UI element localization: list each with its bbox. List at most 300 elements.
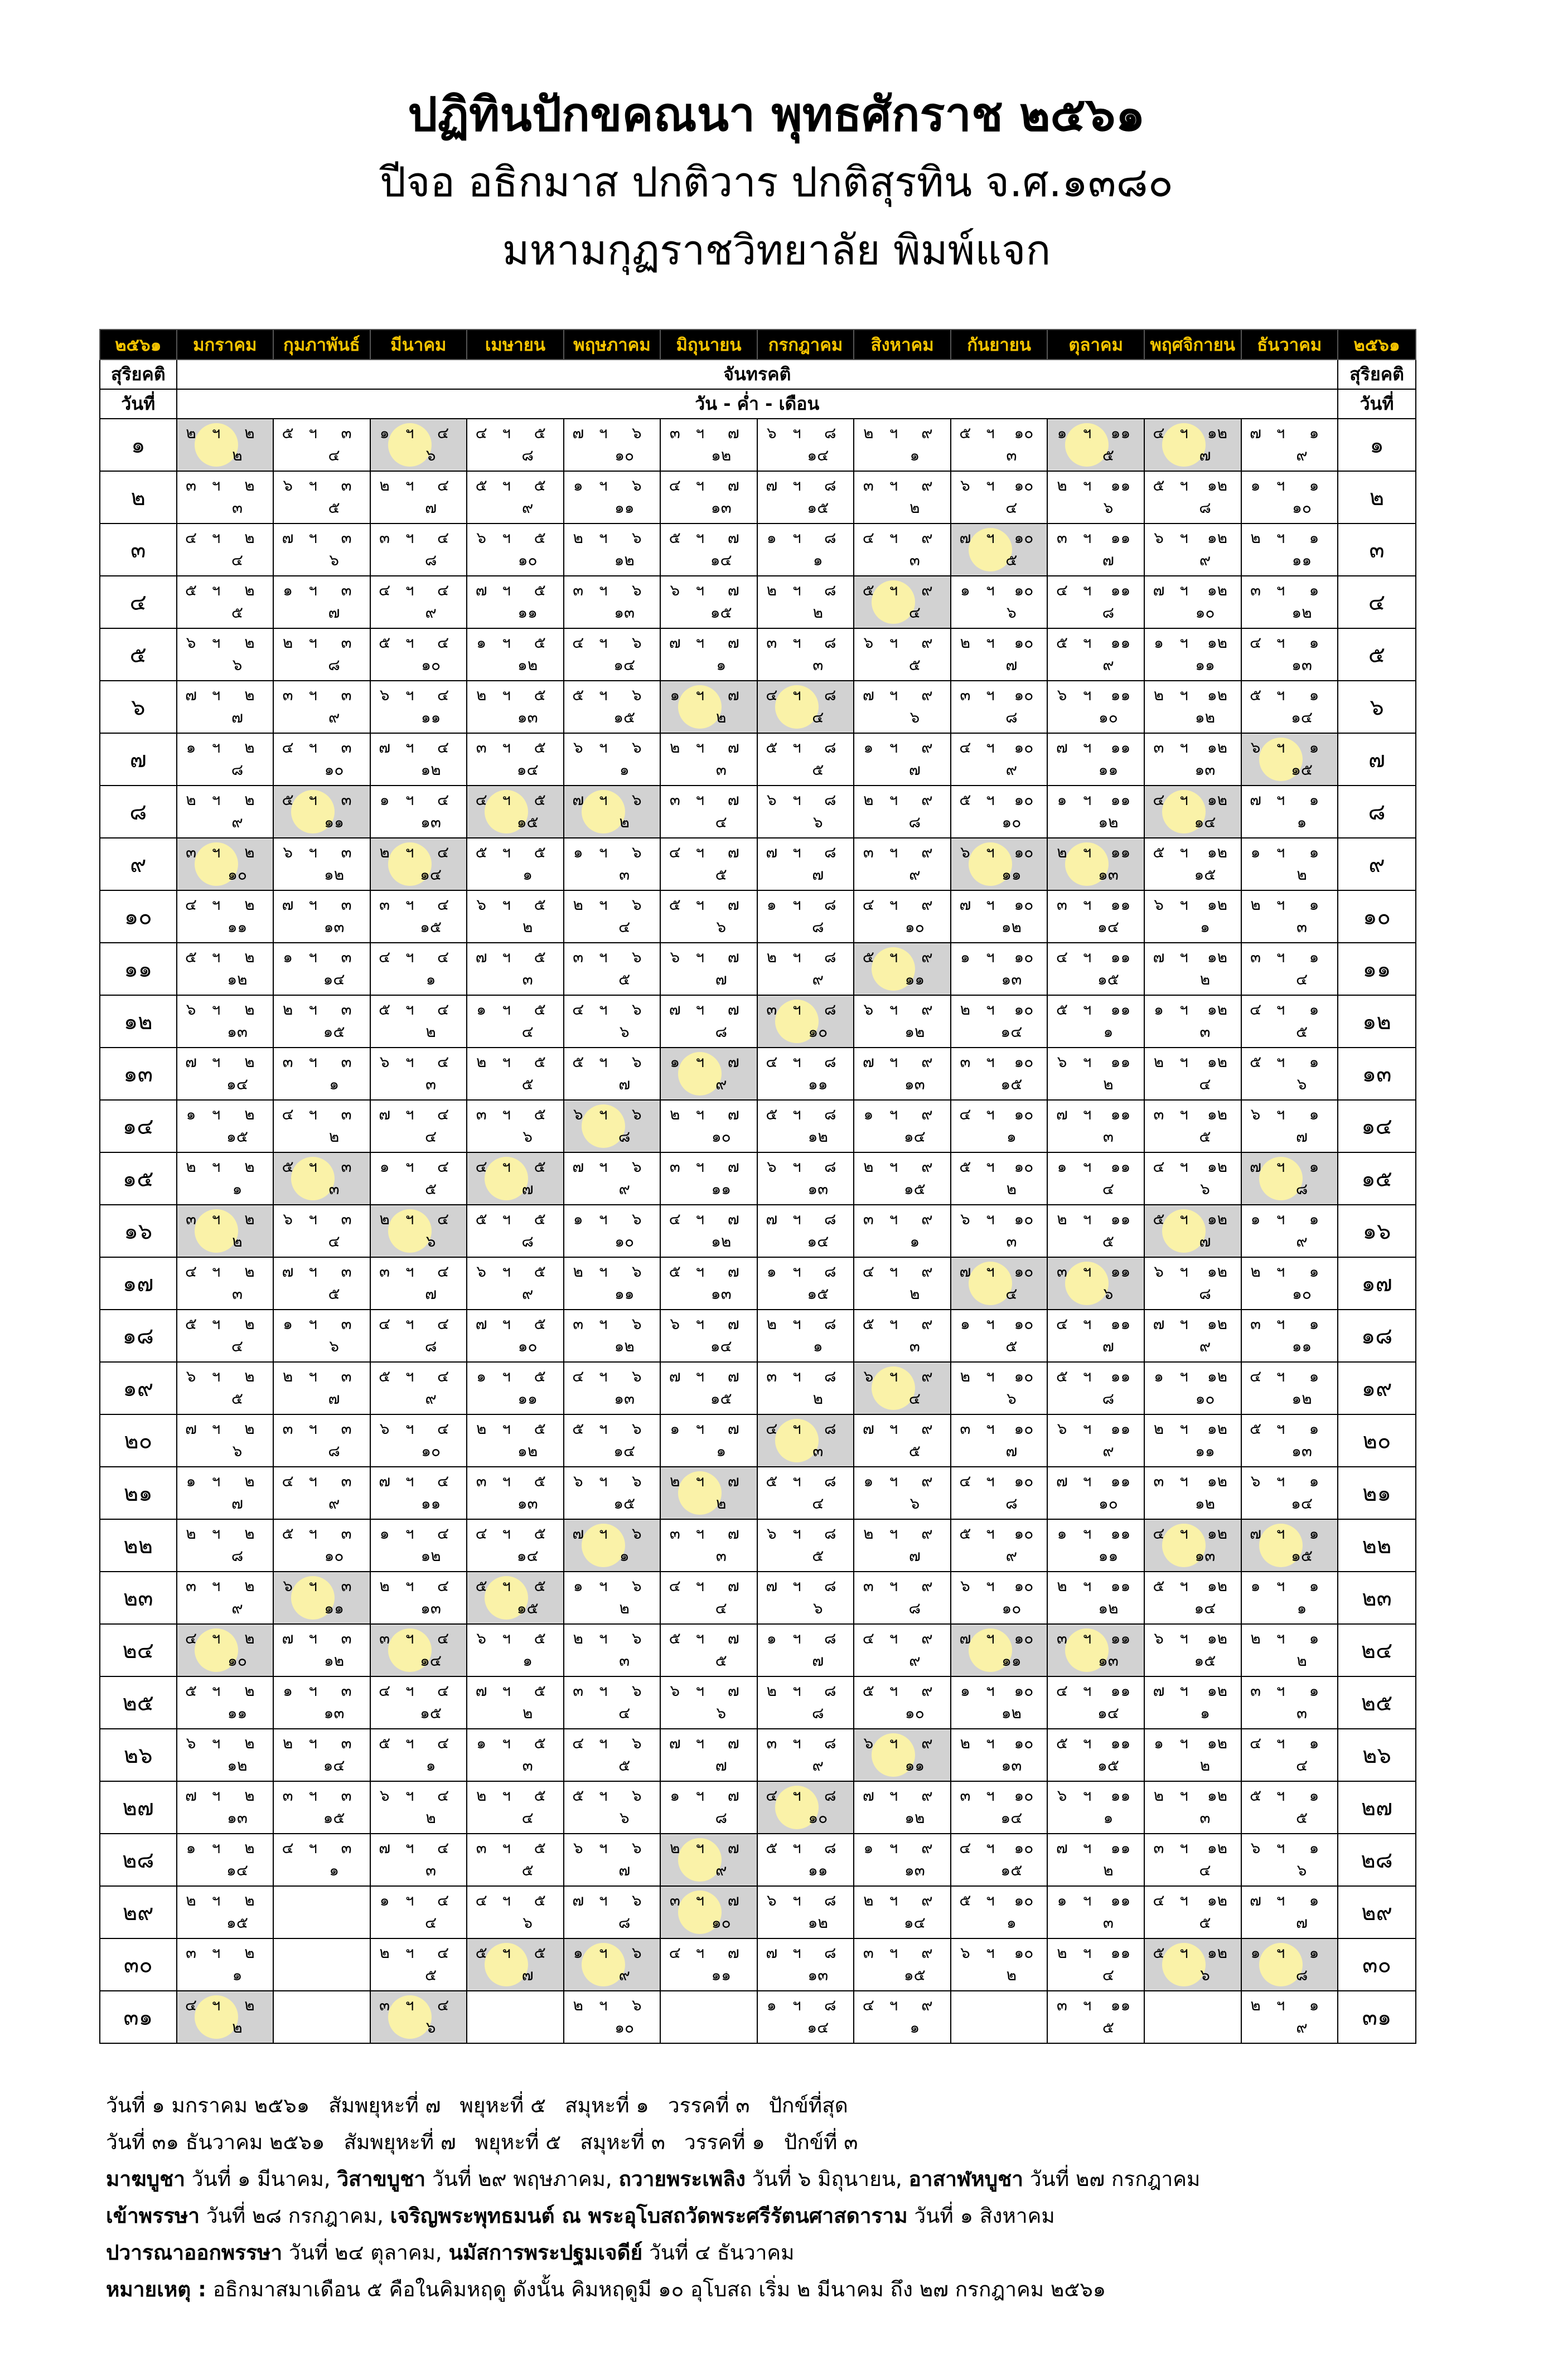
weekday-mark: ๓ [669,424,680,442]
lunar-day-mark: ๑๓ [904,1861,925,1879]
separator-mark: ฯ [695,843,705,861]
separator-mark: ฯ [889,581,898,599]
separator-mark: ฯ [986,1839,995,1857]
calendar-cell [370,419,467,471]
lunar-day-mark: ๗ [1199,1232,1211,1250]
calendar-cell [370,1676,467,1729]
lunar-day-mark: ๑๑ [420,1494,441,1513]
lunar-month-mark: ๘ [824,1577,836,1595]
lunar-month-mark: ๒ [244,529,255,547]
lunar-month-mark: ๗ [727,738,739,757]
calendar-cell [951,786,1048,838]
weekday-mark: ๔ [959,1839,971,1857]
weekday-mark: ๕ [475,476,487,495]
lunar-month-mark: ๑๒ [1207,1472,1228,1490]
calendar-cell [660,576,757,628]
lunar-day-mark: ๑๑ [1098,1547,1119,1565]
calendar-cell [757,1048,854,1100]
lunar-month-mark: ๕ [534,1157,546,1176]
lunar-month-mark: ๑๐ [1014,1262,1034,1281]
calendar-cell [1144,838,1241,890]
separator-mark: ฯ [695,1891,705,1909]
lunar-day-mark: ๙ [231,813,243,831]
page-subtitle: ปีจอ อธิกมาส ปกติวาร ปกติสุรทิน จ.ศ.๑๓๘๐ [380,158,1173,206]
separator-mark: ฯ [792,1629,801,1647]
weekday-mark: ๖ [1154,1629,1164,1647]
calendar-cell [854,890,951,943]
lunar-month-mark: ๒ [244,581,255,599]
lunar-month-mark: ๘ [824,1367,836,1385]
weekday-mark: ๗ [766,1210,778,1228]
lunar-day-mark: ๑ [909,1232,920,1250]
lunar-day-mark: ๓ [715,1547,727,1565]
weekday-mark: ๗ [185,1053,197,1071]
lunar-month-mark: ๑๐ [1014,791,1034,809]
separator-mark: ฯ [889,1210,898,1228]
lunar-month-mark: ๕ [534,1943,546,1962]
weekday-mark: ๓ [476,1105,487,1123]
calendar-cell [1047,1152,1144,1205]
calendar-cell [1241,1257,1338,1310]
weekday-mark: ๒ [1057,476,1067,495]
lunar-day-mark: ๗ [1005,1442,1018,1460]
lunar-month-mark: ๓ [341,791,352,809]
separator-mark: ฯ [889,1157,898,1176]
lunar-month-mark: ๙ [921,1472,933,1490]
lunar-month-mark: ๖ [631,791,642,809]
calendar-cell [1047,1205,1144,1257]
separator-mark: ฯ [986,791,995,809]
separator-mark: ฯ [211,1053,221,1071]
lunar-month-mark: ๒ [244,1053,255,1071]
lunar-day-mark: ๘ [328,656,340,674]
weekday-mark: ๓ [1250,948,1261,966]
separator-mark: ฯ [986,686,995,704]
lunar-month-mark: ๑๑ [1110,1419,1131,1438]
calendar-cell [1144,1048,1241,1100]
lunar-day-mark: ๙ [1296,446,1308,464]
separator-mark: ฯ [792,895,801,914]
day-number-right: ๔ [1338,576,1416,628]
weekday-mark: ๒ [960,1734,971,1752]
note-year-start [106,2087,1455,2124]
separator-mark: ฯ [695,948,705,966]
lunar-day-mark: ๑๔ [903,1127,926,1146]
lunar-day-mark: ๑๐ [808,1022,828,1041]
lunar-month-mark: ๙ [921,1419,933,1438]
lunar-month-mark: ๑๐ [1014,1734,1034,1752]
calendar-cell [854,1205,951,1257]
lunar-day-mark: ๘ [521,446,534,464]
lunar-month-mark: ๓ [341,948,352,966]
lunar-month-mark: ๓ [341,738,352,757]
separator-mark: ฯ [308,1786,317,1805]
calendar-cell [757,995,854,1048]
calendar-cell [1047,1572,1144,1624]
calendar-cell [951,1834,1048,1886]
lunar-day-mark: ๗ [908,1547,921,1565]
weekday-mark: ๑ [1250,1210,1261,1228]
weekday-lunarday-month-label: วัน - ค่ำ - เดือน [177,389,1338,419]
separator-mark: ฯ [405,1629,414,1647]
day-row [100,943,1416,995]
calendar-cell [564,1938,661,1991]
separator-mark: ฯ [986,1419,995,1438]
weekday-mark: ๔ [475,791,487,809]
lunar-day-mark: ๑๔ [613,1442,636,1460]
weekday-mark: ๔ [572,633,584,652]
lunar-month-mark: ๙ [921,1000,933,1019]
calendar-cell [1241,1572,1338,1624]
lunar-month-mark: ๑ [1309,1262,1319,1281]
weekday-mark: ๕ [766,738,778,757]
weekday-mark: ๔ [1056,581,1068,599]
separator-mark: ฯ [1179,1000,1188,1019]
lunar-day-mark: ๔ [425,1913,437,1932]
calendar-cell [273,1572,370,1624]
weekday-mark: ๖ [960,476,970,495]
lunar-month-mark: ๗ [727,686,739,704]
lunar-day-mark: ๑๕ [903,1180,926,1198]
calendar-cell [757,1572,854,1624]
month-header: ตุลาคม [1047,329,1144,360]
lunar-month-mark: ๓ [341,686,352,704]
separator-mark: ฯ [211,1472,221,1490]
calendar-cell [177,1257,274,1310]
calendar-cell [854,1624,951,1676]
weekday-mark: ๑ [960,1315,970,1333]
day-number-left: ๑๔ [100,1100,177,1152]
calendar-cell [757,471,854,523]
day-row [100,523,1416,576]
holiday-line-1 [106,2161,1455,2198]
calendar-cell [467,1048,564,1100]
lunar-day-mark: ๑๒ [1291,1389,1312,1408]
calendar-cell [660,1991,757,2043]
lunar-day-mark: ๕ [1005,551,1018,569]
day-number-left: ๒๘ [100,1834,177,1886]
calendar-cell [467,838,564,890]
lunar-day-mark: ๒ [425,1022,436,1041]
lunar-day-mark: ๑๓ [227,1809,248,1827]
separator-mark: ฯ [1179,1839,1188,1857]
lunar-day-mark: ๑๓ [1001,1756,1022,1775]
separator-mark: ฯ [695,1524,705,1543]
day-row [100,681,1416,733]
calendar-cell [467,1834,564,1886]
weekday-mark: ๕ [185,948,197,966]
lunar-month-mark: ๖ [631,1786,642,1805]
separator-mark: ฯ [1276,738,1285,757]
lunar-day-mark: ๓ [328,1180,340,1198]
weekday-mark: ๓ [573,1681,584,1700]
lunar-month-mark: ๔ [437,1681,449,1700]
lunar-month-mark: ๕ [534,1210,546,1228]
lunar-month-mark: ๑ [1309,1105,1319,1123]
day-number-right: ๓๐ [1338,1938,1416,1991]
lunar-day-mark: ๑๓ [1194,760,1216,779]
lunar-day-mark: ๖ [1103,498,1114,517]
weekday-mark: ๑ [379,1891,390,1909]
weekday-mark: ๔ [185,1262,197,1281]
calendar-cell [1047,838,1144,890]
lunar-month-mark: ๑๒ [1207,581,1228,599]
separator-mark: ฯ [695,581,705,599]
calendar-cell [564,1310,661,1362]
lunar-month-mark: ๘ [824,1996,836,2014]
separator-mark: ฯ [1276,1157,1285,1176]
lunar-month-mark: ๑ [1309,1786,1319,1805]
weekday-mark: ๑ [573,1577,583,1595]
lunar-month-mark: ๑๐ [1014,1786,1034,1805]
separator-mark: ฯ [1179,1210,1188,1228]
day-number-right: ๑๓ [1338,1048,1416,1100]
weekday-mark: ๓ [766,633,777,652]
lunar-month-mark: ๗ [727,843,739,861]
calendar-cell [177,1938,274,1991]
calendar-cell [660,733,757,786]
lunar-month-mark: ๔ [437,1839,449,1857]
weekday-mark: ๒ [863,1524,874,1543]
separator-mark: ฯ [1179,1262,1188,1281]
lunar-day-mark: ๒ [716,708,727,726]
weekday-mark: ๗ [959,1262,971,1281]
lunar-month-mark: ๑ [1309,1157,1319,1176]
lunar-month-mark: ๗ [727,1629,739,1647]
lunar-day-mark: ๘ [1102,1389,1115,1408]
lunar-month-mark: ๑๐ [1014,1367,1034,1385]
weekday-mark: ๓ [379,1629,390,1647]
lunar-month-mark: ๔ [437,1419,449,1438]
calendar-cell [660,1310,757,1362]
weekday-mark: ๔ [1249,633,1262,652]
lunar-month-mark: ๙ [921,843,933,861]
day-number-left: ๑๘ [100,1310,177,1362]
separator-mark: ฯ [308,738,317,757]
lunar-day-mark: ๒ [522,918,533,936]
separator-mark: ฯ [1179,1734,1188,1752]
weekday-mark: ๗ [1056,738,1068,757]
weekday-mark: ๗ [185,1786,197,1805]
day-number-right: ๙ [1338,838,1416,890]
lunar-month-mark: ๑ [1309,1629,1319,1647]
weekday-mark: ๔ [1153,1157,1165,1176]
lunar-day-mark: ๕ [618,970,631,988]
separator-mark: ฯ [695,895,705,914]
lunar-month-mark: ๖ [631,1157,642,1176]
lunar-day-mark: ๑๒ [1194,1494,1216,1513]
note-segment: สมุหะที่ ๓ [580,2130,665,2154]
lunar-month-mark: ๓ [341,1839,352,1857]
weekday-mark: ๕ [475,1577,487,1595]
lunar-day-mark: ๕ [618,1756,631,1775]
lunar-day-mark: ๑๐ [324,1547,344,1565]
weekday-mark: ๒ [670,1839,680,1857]
lunar-month-mark: ๙ [921,1629,933,1647]
calendar-cell [1144,1572,1241,1624]
calendar-cell [1047,523,1144,576]
lunar-day-mark: ๑ [812,551,823,569]
separator-mark: ฯ [1082,1262,1092,1281]
note-segment: พยุหะที่ ๕ [459,2093,546,2117]
lunar-month-mark: ๙ [921,1210,933,1228]
lunar-month-mark: ๒ [244,1891,255,1909]
calendar-cell [177,1781,274,1834]
lunar-day-mark: ๒ [909,1284,920,1303]
separator-mark: ฯ [598,1000,608,1019]
lunar-day-mark: ๑๑ [324,813,344,831]
lunar-day-mark: ๑๓ [517,1494,538,1513]
lunar-day-mark: ๔ [618,1704,631,1722]
day-row [100,1781,1416,1834]
calendar-cell [951,838,1048,890]
lunar-day-mark: ๓ [1199,1022,1211,1041]
lunar-month-mark: ๓ [341,1472,352,1490]
separator-mark: ฯ [211,476,221,495]
lunar-month-mark: ๑ [1309,1891,1319,1909]
weekday-mark: ๓ [669,1891,680,1909]
weekday-mark: ๓ [185,1577,197,1595]
weekday-mark: ๒ [1153,1053,1164,1071]
lunar-month-mark: ๕ [534,686,546,704]
notes-block [106,2087,1455,2308]
lunar-month-mark: ๓ [341,1053,352,1071]
day-number-left: ๒๖ [100,1729,177,1781]
lunar-day-mark: ๑ [619,1547,630,1565]
day-number-left: ๒๓ [100,1572,177,1624]
lunar-day-mark: ๑๓ [1001,970,1022,988]
lunar-day-mark: ๓ [619,865,630,884]
lunar-day-mark: ๔ [1102,1180,1115,1198]
weekday-mark: ๕ [959,1891,971,1909]
day-number-left: ๓ [100,523,177,576]
calendar-cell [660,838,757,890]
lunar-day-mark: ๑๐ [615,446,635,464]
lunar-day-mark: ๑๔ [226,1075,249,1093]
lunar-day-mark: ๑๑ [904,1756,925,1775]
separator-mark: ฯ [695,791,705,809]
lunar-day-mark: ๗ [715,1756,727,1775]
lunar-day-mark: ๑ [329,1861,339,1879]
calendar-cell [1047,890,1144,943]
separator-mark: ฯ [1276,895,1285,914]
weekday-mark: ๑ [766,1262,777,1281]
lunar-day-mark: ๓ [1006,1232,1017,1250]
lunar-day-mark: ๑๓ [420,1599,442,1617]
separator-mark: ฯ [1276,1053,1285,1071]
calendar-cell [660,1362,757,1414]
weekday-mark: ๒ [863,791,874,809]
weekday-mark: ๒ [573,1629,583,1647]
weekday-mark: ๑ [573,1210,583,1228]
calendar-cell [467,733,564,786]
separator-mark: ฯ [308,791,317,809]
separator-mark: ฯ [889,1419,898,1438]
separator-mark: ฯ [405,1943,414,1962]
lunar-day-mark: ๑๑ [1291,551,1312,569]
lunar-day-mark: ๑๒ [711,446,732,464]
lunar-month-mark: ๑๑ [1110,581,1131,599]
column-label-row [100,389,1416,419]
weekday-mark: ๑ [766,1996,777,2014]
lunar-month-mark: ๑๐ [1014,1105,1034,1123]
weekday-mark: ๕ [379,1000,391,1019]
lunar-month-mark: ๑ [1309,1839,1319,1857]
calendar-cell [1144,943,1241,995]
day-number-left: ๑๓ [100,1048,177,1100]
calendar-cell [273,523,370,576]
lunar-month-mark: ๑๒ [1207,1105,1228,1123]
weekday-mark: ๖ [960,843,970,861]
separator-mark: ฯ [1082,1367,1092,1385]
separator-mark: ฯ [308,1629,317,1647]
lunar-day-mark: ๙ [425,603,437,622]
calendar-cell [951,1467,1048,1519]
calendar-cell [467,419,564,471]
note-segment: วันที่ ๑ มกราคม ๒๕๖๑ [106,2093,310,2117]
separator-mark: ฯ [1276,1210,1285,1228]
lunar-month-mark: ๔ [437,1315,449,1333]
separator-mark: ฯ [986,1210,995,1228]
lunar-day-mark: ๑๓ [1194,1547,1216,1565]
separator-mark: ฯ [502,1472,511,1490]
lunar-day-mark: ๑๒ [420,760,441,779]
note-segment: สัมพยุหะที่ ๗ [344,2130,456,2154]
month-header: กันยายน [951,329,1048,360]
weekday-mark: ๓ [573,581,584,599]
lunar-month-mark: ๑๒ [1207,1524,1228,1543]
lunar-day-mark: ๑๑ [517,1389,538,1408]
weekday-mark: ๓ [379,529,390,547]
day-row [100,1414,1416,1467]
weekday-mark: ๖ [766,1157,777,1176]
calendar-cell [564,1467,661,1519]
lunar-month-mark: ๓ [341,1681,352,1700]
calendar-cell [564,419,661,471]
lunar-month-mark: ๘ [824,686,836,704]
lunar-month-mark: ๙ [921,1839,933,1857]
calendar-cell [660,1414,757,1467]
lunar-day-mark: ๖ [1200,1180,1210,1198]
lunar-month-mark: ๒ [244,1943,255,1962]
separator-mark: ฯ [695,1000,705,1019]
separator-mark: ฯ [308,1839,317,1857]
lunar-day-mark: ๑๔ [420,1651,442,1670]
weekday-mark: ๕ [766,1105,778,1123]
calendar-cell [757,1781,854,1834]
calendar-cell [951,471,1048,523]
weekday-mark: ๒ [670,738,680,757]
separator-mark: ฯ [889,1000,898,1019]
lunar-day-mark: ๕ [1005,1337,1018,1355]
weekday-mark: ๕ [379,1734,391,1752]
day-number-right: ๒๘ [1338,1834,1416,1886]
separator-mark: ฯ [695,1681,705,1700]
lunar-month-mark: ๓ [341,1734,352,1752]
lunar-month-mark: ๘ [824,1472,836,1490]
calendar-cell [854,523,951,576]
lunar-day-mark: ๑๕ [807,498,829,517]
calendar-cell [854,786,951,838]
calendar-cell [564,1572,661,1624]
lunar-day-mark: ๑๕ [1097,970,1119,988]
lunar-month-mark: ๑๑ [1110,1315,1131,1333]
lunar-day-mark: ๑๐ [228,1651,247,1670]
separator-mark: ฯ [405,1734,414,1752]
lunar-month-mark: ๘ [824,1524,836,1543]
day-row [100,471,1416,523]
lunar-day-mark: ๖ [425,1232,436,1250]
